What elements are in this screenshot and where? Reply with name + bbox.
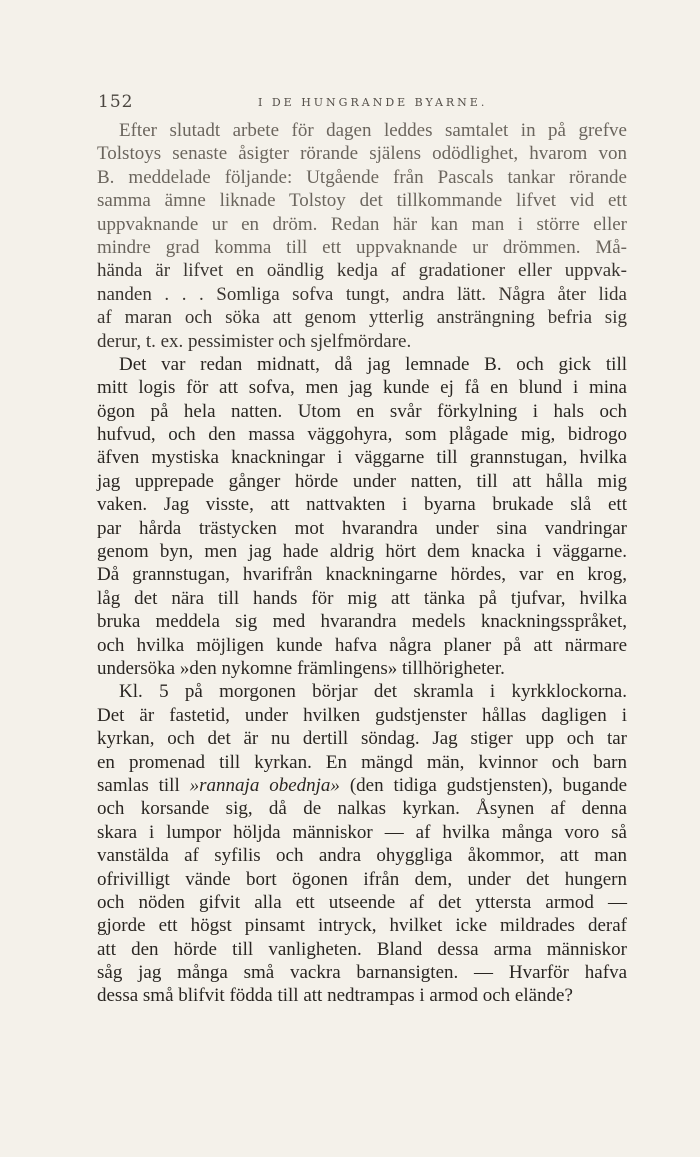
text-line: och nöden gifvit alla ett utseende af det yttersta armod — [97, 891, 627, 913]
text-line: mitt logis för att sofva, men jag kunde ej få en blund i mina [97, 377, 627, 399]
text-line: en promenad till kyrkan. En mängd män, kvinnor och barn [97, 751, 627, 773]
text-line-mixed [97, 774, 627, 797]
text-line: ögon på hela natten. Utom en svår förkylning i hals och [97, 400, 627, 422]
text-line: Kl. 5 på morgonen börjar det skramla i kyrkklockorna. [119, 681, 627, 703]
text-line: vaken. Jag visste, att nattvakten i byarna brukade slå ett [97, 494, 627, 516]
text-line: B. meddelade följande: Utgående från Pascals tankar rörande [97, 166, 627, 188]
text-line: derur, t. ex. pessimister och sjelfmördare. [97, 330, 412, 352]
text-line: Det var redan midnatt, då jag lemnade B. och gick till [119, 353, 627, 375]
text-line: låg det nära till hands för mig att tänka på tjufvar, hvilka [97, 587, 627, 609]
body-text [97, 119, 627, 1008]
page-number: 152 [98, 92, 134, 112]
text-line: Tolstoys senaste åsigter rörande själens odödlighet, hvarom von [97, 143, 627, 165]
paragraph-2 [97, 353, 627, 680]
text-line: skara i lumpor höljda människor — af hvilka många voro så [97, 821, 627, 843]
text-line: Då grannstugan, hvarifrån knackningarne hördes, var en krog, [97, 564, 627, 586]
paragraph-3 [97, 680, 627, 1007]
text-line: mindre grad komma till ett uppvaknande ur drömmen. Må- [97, 236, 627, 258]
text-line: äfven mystiska knackningar i väggarne till grannstugan, hvilka [97, 447, 627, 469]
text-line: hufvud, och den massa väggohyra, som plågade mig, bidrogo [97, 424, 627, 446]
text-line: Efter slutadt arbete för dagen leddes samtalet in på grefve [119, 120, 627, 141]
text-line: par hårda trästycken mot hvarandra under sina vandringar [97, 517, 627, 539]
text-line: samma ämne liknade Tolstoy det tillkommande lifvet vid ett [97, 190, 627, 212]
text-line: genom byn, men jag hade aldrig hört dem knacka i väggarne. [97, 541, 627, 563]
text-line: att den hörde till vanligheten. Bland dessa arma människor [97, 938, 627, 960]
text-line: vanstälda af syfilis och andra ohyggliga åkommor, att man [97, 845, 627, 867]
text-line: dessa små blifvit födda till att nedtrampas i armod och elände? [97, 985, 573, 1007]
text-line: kyrkan, och det är nu dertill söndag. Jag stiger upp och tar [97, 728, 627, 750]
text-line: undersöka »den nykomne främlingens» tillhörigheter. [97, 657, 505, 679]
paragraph-1 [97, 119, 627, 353]
text-line: gjorde ett högst pinsamt intryck, hvilket icke mildrades deraf [97, 915, 627, 937]
text-line: ofrivilligt vände bort ögonen ifrån dem, under det hungern [97, 868, 627, 890]
text-line: jag upprepade gånger hörde under natten, till att hålla mig [97, 470, 627, 492]
page-header [98, 92, 628, 114]
text-line: hända är lifvet en oändlig kedja af gradationer eller uppvak- [97, 260, 627, 282]
text-line: af maran och söka att genom ytterlig ansträngning befria sig [97, 307, 627, 329]
text-run: samlas till [97, 774, 190, 796]
text-line: såg jag många små vackra barnansigten. — Hvarför hafva [97, 962, 627, 984]
text-run: (den tidiga gudstjensten), bugande [339, 774, 628, 796]
text-line: Det är fastetid, under hvilken gudstjenster hållas dagligen i [97, 704, 627, 726]
text-line: och hvilka möjligen kunde hafva några planer på att närmare [97, 634, 627, 656]
text-line: nanden . . . Somliga sofva tungt, andra lätt. Några åter lida [97, 283, 627, 305]
text-line: och korsande sig, då de nalkas kyrkan. Åsynen af denna [97, 798, 627, 820]
running-title: I DE HUNGRANDE BYARNE. [258, 96, 488, 109]
text-line: uppvaknande ur en dröm. Redan här kan man i större eller [97, 213, 627, 235]
text-line: bruka meddela sig med hvarandra medels knackningsspråket, [97, 611, 627, 633]
italic-phrase: »rannaja obednja» [189, 774, 340, 796]
